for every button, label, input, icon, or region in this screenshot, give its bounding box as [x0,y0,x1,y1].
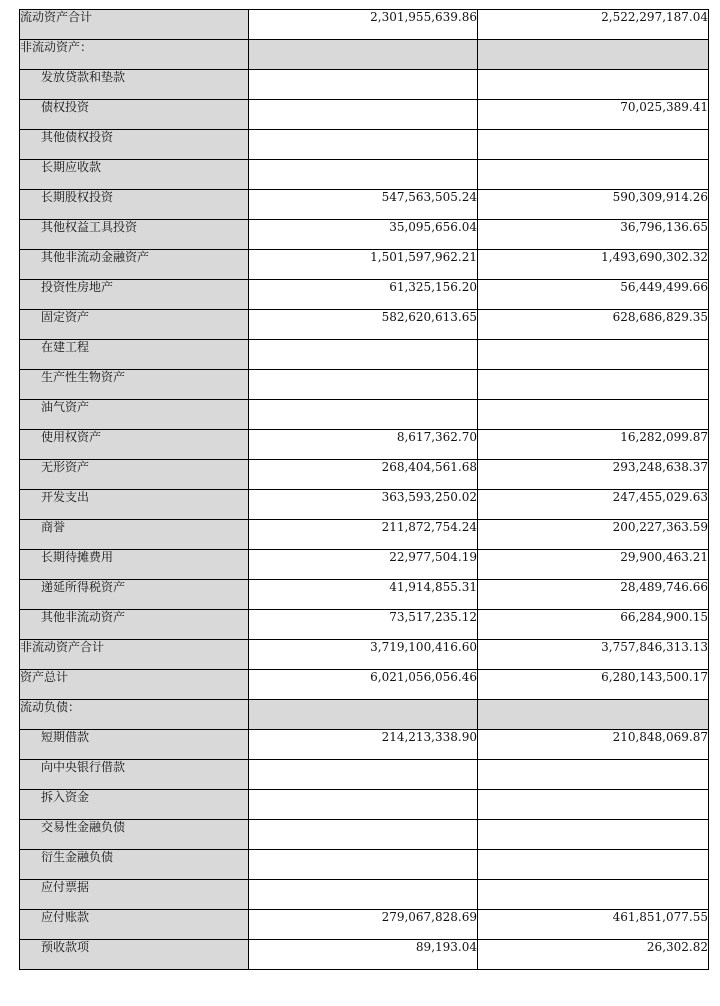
row-label: 递延所得税资产 [20,580,249,610]
previous-period-value: 247,455,029.63 [478,490,709,520]
table-row [20,700,709,730]
previous-period-value [478,700,709,730]
row-label: 拆入资金 [20,790,249,820]
row-label: 非流动资产： [20,40,249,70]
previous-period-value: 293,248,638.37 [478,460,709,490]
previous-period-value [478,130,709,160]
row-label: 其他非流动资产 [20,610,249,640]
current-period-value: 22,977,504.19 [249,550,478,580]
row-label: 生产性生物资产 [20,370,249,400]
current-period-value: 2,301,955,639.86 [249,10,478,40]
table-row [20,610,709,640]
previous-period-value: 29,900,463.21 [478,550,709,580]
current-period-value [249,40,478,70]
table-row [20,880,709,910]
table-row [20,100,709,130]
current-period-value: 89,193.04 [249,940,478,970]
row-label: 债权投资 [20,100,249,130]
row-label: 交易性金融负债 [20,820,249,850]
current-period-value: 582,620,613.65 [249,310,478,340]
row-label: 长期股权投资 [20,190,249,220]
table-row [20,160,709,190]
previous-period-value [478,790,709,820]
row-label: 应付票据 [20,880,249,910]
table-row [20,10,709,40]
row-label: 向中央银行借款 [20,760,249,790]
row-label: 商誉 [20,520,249,550]
current-period-value: 547,563,505.24 [249,190,478,220]
previous-period-value [478,850,709,880]
previous-period-value [478,370,709,400]
current-period-value [249,340,478,370]
table-row [20,490,709,520]
row-label: 投资性房地产 [20,280,249,310]
current-period-value: 3,719,100,416.60 [249,640,478,670]
previous-period-value: 200,227,363.59 [478,520,709,550]
table-row [20,940,709,970]
table-row [20,910,709,940]
current-period-value: 35,095,656.04 [249,220,478,250]
previous-period-value: 36,796,136.65 [478,220,709,250]
table-row [20,130,709,160]
previous-period-value [478,880,709,910]
previous-period-value [478,40,709,70]
current-period-value: 6,021,056,056.46 [249,670,478,700]
row-label: 其他权益工具投资 [20,220,249,250]
previous-period-value: 26,302.82 [478,940,709,970]
current-period-value [249,70,478,100]
table-row [20,430,709,460]
previous-period-value [478,820,709,850]
current-period-value: 8,617,362.70 [249,430,478,460]
current-period-value: 214,213,338.90 [249,730,478,760]
row-label: 长期待摊费用 [20,550,249,580]
previous-period-value: 628,686,829.35 [478,310,709,340]
row-label: 资产总计 [20,670,249,700]
row-label: 开发支出 [20,490,249,520]
previous-period-value [478,340,709,370]
previous-period-value: 16,282,099.87 [478,430,709,460]
row-label: 油气资产 [20,400,249,430]
previous-period-value: 28,489,746.66 [478,580,709,610]
table-row [20,190,709,220]
table-row [20,760,709,790]
previous-period-value [478,760,709,790]
previous-period-value: 2,522,297,187.04 [478,10,709,40]
table-row [20,820,709,850]
previous-period-value [478,400,709,430]
current-period-value: 211,872,754.24 [249,520,478,550]
row-label: 短期借款 [20,730,249,760]
table-row [20,340,709,370]
previous-period-value: 1,493,690,302.32 [478,250,709,280]
table-row [20,400,709,430]
previous-period-value: 6,280,143,500.17 [478,670,709,700]
previous-period-value: 70,025,389.41 [478,100,709,130]
row-label: 应付账款 [20,910,249,940]
previous-period-value: 210,848,069.87 [478,730,709,760]
row-label: 衍生金融负债 [20,850,249,880]
current-period-value [249,850,478,880]
table-row [20,640,709,670]
row-label: 在建工程 [20,340,249,370]
table-row [20,460,709,490]
table-row [20,250,709,280]
table-row [20,670,709,700]
previous-period-value: 461,851,077.55 [478,910,709,940]
row-label: 固定资产 [20,310,249,340]
row-label: 发放贷款和垫款 [20,70,249,100]
previous-period-value: 56,449,499.66 [478,280,709,310]
current-period-value [249,700,478,730]
current-period-value [249,100,478,130]
current-period-value: 73,517,235.12 [249,610,478,640]
table-row [20,730,709,760]
current-period-value: 363,593,250.02 [249,490,478,520]
table-row [20,280,709,310]
row-label: 其他非流动金融资产 [20,250,249,280]
row-label: 使用权资产 [20,430,249,460]
current-period-value [249,880,478,910]
previous-period-value [478,160,709,190]
row-label: 长期应收款 [20,160,249,190]
row-label: 非流动资产合计 [20,640,249,670]
current-period-value [249,370,478,400]
table-row [20,850,709,880]
current-period-value [249,160,478,190]
row-label: 流动负债： [20,700,249,730]
balance-sheet-table [19,9,709,970]
current-period-value [249,130,478,160]
row-label: 预收款项 [20,940,249,970]
current-period-value [249,820,478,850]
table-row [20,40,709,70]
current-period-value: 41,914,855.31 [249,580,478,610]
table-row [20,310,709,340]
current-period-value [249,400,478,430]
current-period-value: 279,067,828.69 [249,910,478,940]
table-row [20,550,709,580]
row-label: 无形资产 [20,460,249,490]
previous-period-value: 3,757,846,313.13 [478,640,709,670]
current-period-value: 61,325,156.20 [249,280,478,310]
table-row [20,370,709,400]
previous-period-value: 590,309,914.26 [478,190,709,220]
current-period-value: 1,501,597,962.21 [249,250,478,280]
table-row [20,790,709,820]
previous-period-value: 66,284,900.15 [478,610,709,640]
current-period-value [249,760,478,790]
current-period-value [249,790,478,820]
table-row [20,70,709,100]
previous-period-value [478,70,709,100]
table-row [20,520,709,550]
row-label: 其他债权投资 [20,130,249,160]
table-row [20,220,709,250]
row-label: 流动资产合计 [20,10,249,40]
current-period-value: 268,404,561.68 [249,460,478,490]
balance-sheet-body [20,10,709,970]
table-row [20,580,709,610]
